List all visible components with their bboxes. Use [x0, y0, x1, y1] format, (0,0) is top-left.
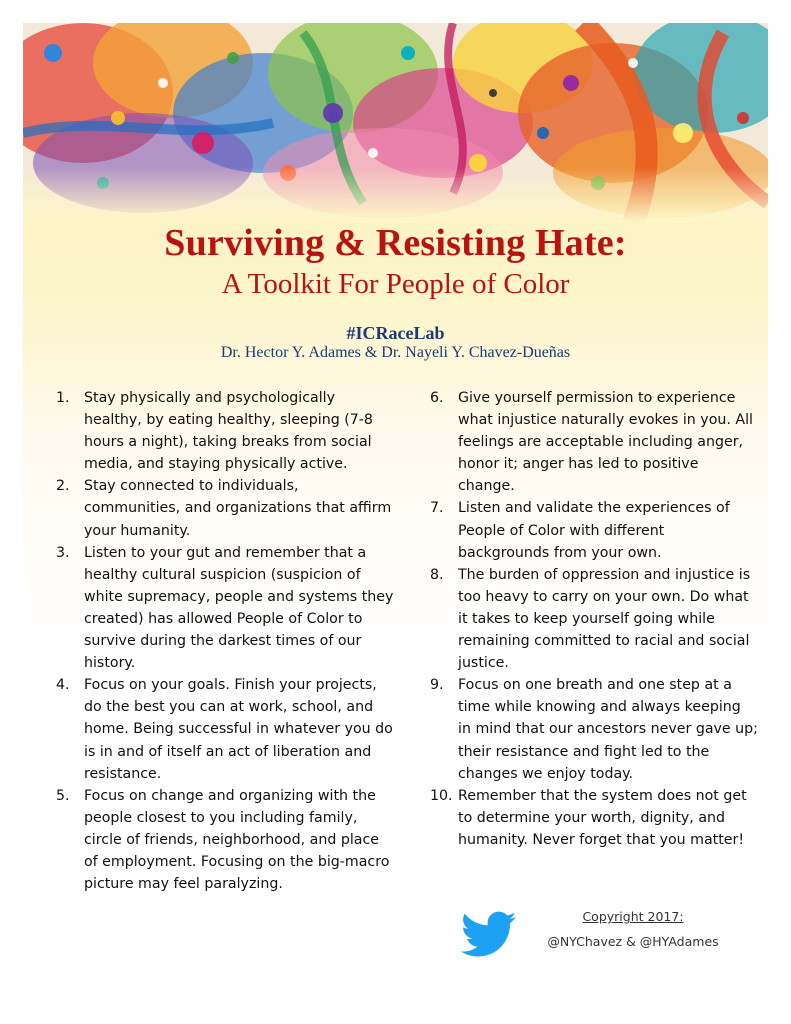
- authors-byline: Dr. Hector Y. Adames & Dr. Nayeli Y. Chavez-Dueñas: [220, 344, 571, 361]
- item-number: 9.: [430, 677, 444, 694]
- list-item: [430, 564, 758, 674]
- item-text: Listen to your gut and remember that a healthy cultural suspicion (suspicion of white supremacy, people and systems they created) has allowed People of Color to survive during the darkest times of our history.: [84, 544, 394, 672]
- list-item: [56, 387, 396, 475]
- list-item: [430, 497, 758, 563]
- item-number: 1.: [56, 390, 70, 406]
- list-item: [430, 785, 758, 851]
- list-item: [56, 674, 396, 784]
- item-number: 5.: [56, 787, 70, 804]
- item-number: 4.: [56, 677, 70, 694]
- footer-credits: [461, 903, 761, 963]
- list-item: [56, 475, 396, 541]
- copyright-label: Copyright 2017:: [582, 909, 684, 924]
- hashtag: #ICRaceLab: [346, 323, 445, 343]
- item-text: Stay connected to individuals, communities, and organizations that affirm your humanity.: [84, 478, 392, 539]
- twitter-handles: @NYChavez & @HYAdames: [547, 934, 719, 949]
- item-number: 10.: [430, 787, 453, 804]
- item-text: Give yourself permission to experience what injustice naturally evokes in you. All feelings are acceptable including anger, honor it; anger has led to positive change.: [458, 390, 753, 495]
- tips-list-left: [56, 387, 396, 895]
- list-item: [56, 785, 396, 895]
- page-subtitle: A Toolkit For People of Color: [221, 268, 570, 300]
- item-text: The burden of oppression and injustice is too heavy to carry on your own. Do what it takes to keep yourself going while remaining committed to racial and social justice.: [458, 566, 751, 672]
- list-item: [430, 387, 758, 497]
- list-item: [56, 542, 396, 675]
- title-block: [23, 221, 768, 363]
- item-number: 7.: [430, 500, 444, 517]
- item-text: Remember that the system does not get to determine your worth, dignity, and humanity. Never forget that you matter!: [458, 787, 747, 848]
- toolkit-flyer: [23, 23, 768, 1008]
- twitter-bird-icon: [461, 911, 517, 964]
- item-text: Listen and validate the experiences of People of Color with different backgrounds from your own.: [458, 500, 730, 561]
- item-text: Focus on change and organizing with the people closest to you including family, circle of friends, neighborhood, and place of employment. Focusing on the big-macro picture may feel paralyzing.: [84, 787, 390, 893]
- page-title: Surviving & Resisting Hate:: [164, 222, 627, 264]
- item-number: 6.: [430, 390, 444, 406]
- item-number: 2.: [56, 478, 70, 495]
- tips-list-right: [430, 387, 758, 851]
- item-text: Stay physically and psychologically healthy, by eating healthy, sleeping (7-8 hours a night), taking breaks from social media, and staying physically active.: [84, 390, 373, 473]
- item-text: Focus on one breath and one step at a time while knowing and always keeping in mind that our ancestors never gave up; their resistance and fight led to the changes we enjoy today.: [458, 677, 758, 782]
- list-item: [430, 674, 758, 784]
- item-number: 8.: [430, 566, 444, 583]
- item-text: Focus on your goals. Finish your projects, do the best you can at work, school, and home. Being successful in whatever you do is in and of itself an act of liberation and resistance.: [84, 677, 393, 782]
- paint-splatter-banner: [23, 23, 768, 223]
- item-number: 3.: [56, 544, 70, 561]
